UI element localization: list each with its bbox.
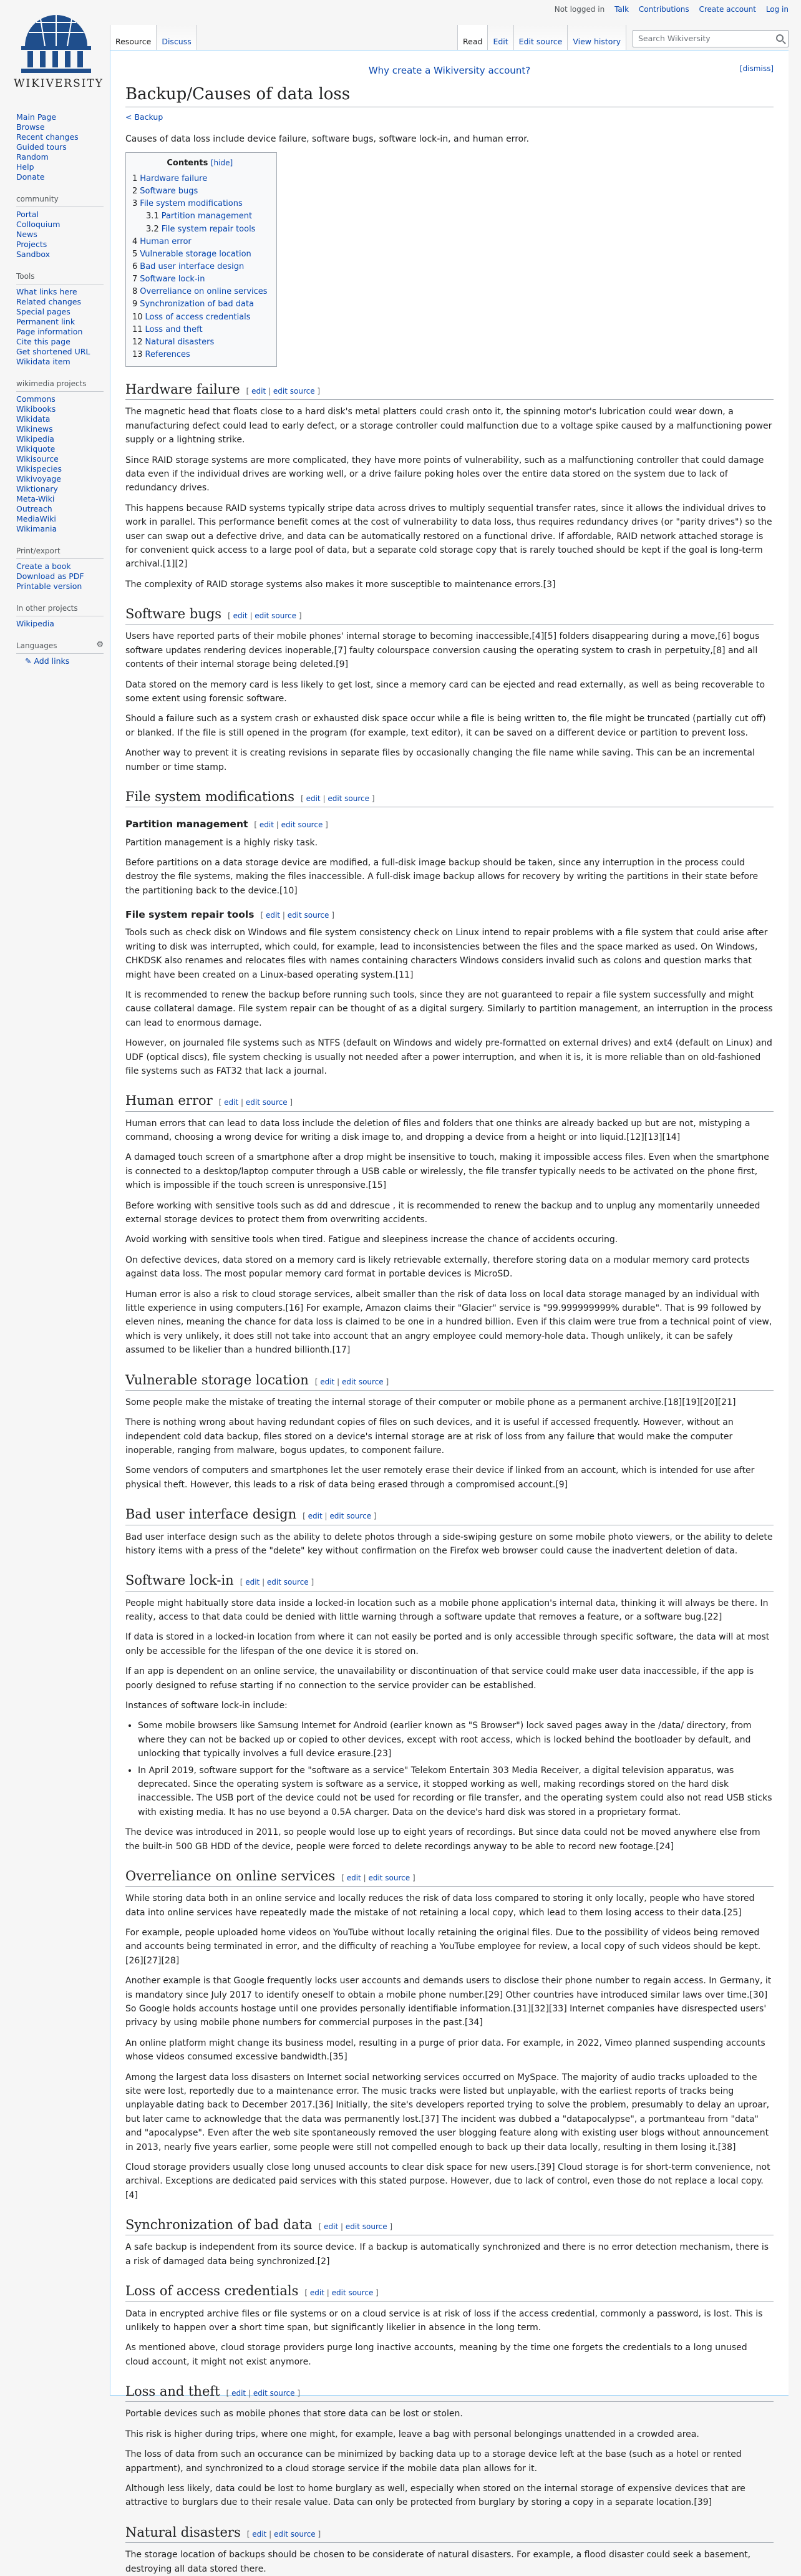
separator: | [334,1377,342,1386]
toc-link[interactable]: File system repair tools [161,224,256,234]
sidebar-item-browse[interactable]: Browse [16,122,45,132]
sidebar-heading: wikimedia projects [16,378,104,392]
paragraph: Cloud storage providers usually close long unused accounts to clear disk space for new users.[39] Cloud storage is for short-term convenience, not archival. Exceptions are dedicated paid services with this stated purpose. However, due to lack of control, even those do not replace a local copy.[4] [125,2162,770,2200]
sidebar-item-wikispecies[interactable]: Wikispecies [16,464,62,474]
toc-link[interactable]: Loss of access credentials [145,312,251,322]
list-item: • In April 2019, software support for the "software as a service" Telekom Entertain 303 Media Receiver, a digital television apparatus, was deprecated. Since the operating system is software as a service, it stopped working as well, making recordings stored on the hard disk inaccessible. The USB port of the device could not be used for recording or file transfer, and the operating system could also not read USB sticks with existing media. It has no use beyond a 0.5A charger. Data on the device's hard disk was stored in a proprietary format. [138,1764,774,1820]
bracket: ] [323,820,328,830]
sidebar-item-cite-this-page[interactable]: Cite this page [16,337,70,346]
toc-number: 10 [132,312,143,322]
sidebar-community [0,193,110,260]
toc-list [132,173,268,361]
section-title: File system modifications [125,789,295,804]
toc-link[interactable]: Loss and theft [145,324,203,334]
edit-source-section-link[interactable]: edit source [255,611,296,621]
toc-item-file-system-repair-tools[interactable] [132,223,268,236]
paragraph: Among the largest data loss disasters on Internet social networking services occurred on MySpace. The majority of audio tracks uploaded to the site were lost, reportedly due to a maintenance error. The music tracks were listed but unplayable, with the earliest reports of tracks being unplayable dating back to December 2017.[36] Initially, the site's developers reported trying to solve the problem, presumably to delay an uproar, but later came to acknowledge that the data was permanently lost.[37] The incident was dubbed a "datapocalypse", a portmanteau from "data" and "apocalypse". Even after the web site spontaneously removed the user blogging feature along with existing user blogs without announcement in 2013, nearly five years earlier, some people were still not compelled enough to back up their data locally, resulting in them losing it.[38] [125,2072,770,2152]
section-heading-software-bugs [125,605,774,625]
toc-number: 3.2 [146,224,159,234]
toc-number: 8 [132,287,138,297]
toc-item-software-lock-in[interactable] [132,273,268,286]
section-title: Synchronization of bad data [125,2217,313,2233]
toc-link[interactable]: Natural disasters [145,337,215,347]
toc-item-bad-user-interface-design[interactable] [132,261,268,273]
edit-source-section-link[interactable]: edit source [273,2529,316,2539]
create-account-link[interactable]: Create account [699,5,756,14]
sidebar-item-main-page[interactable]: Main Page [16,112,57,122]
bracket: ] [308,1578,314,1587]
sidebar-tools [0,271,110,367]
main-content [110,50,789,2574]
sidebar-heading: In other projects [16,603,104,616]
section-heading-synchronization-of-bad-data [125,2216,774,2235]
edit-section-link[interactable]: edit [346,1873,361,1882]
toc-item-loss-and-theft[interactable] [132,324,268,336]
sidebar-navigation [0,112,110,182]
section-heading-loss-and-theft [125,2383,774,2402]
toc-link[interactable]: Overreliance on online services [140,287,268,297]
separator: | [338,2222,346,2232]
separator: | [361,1873,369,1882]
section-title: Bad user interface design [125,1507,297,1522]
view-tabs [457,25,789,50]
section-heading-human-error [125,1092,774,1111]
bracket: ] [383,1377,389,1386]
sidebar-item-create-a-book[interactable]: Create a book [16,561,71,571]
sidebar-item-mediawiki[interactable]: MediaWiki [16,514,56,523]
edit-source-section-link[interactable]: edit source [273,387,315,396]
bullet-list [125,1719,774,1819]
bracket: [ [301,794,306,803]
paragraph: On defective devices, data stored on a memory card is likely retrievable externally, therefore storing data on a modular memory card protects against data loss. The most popular memory card format in portable devices is MicroSD. [125,1255,750,1280]
toc-link[interactable]: Software bugs [140,187,198,197]
paragraph: If data is stored in a locked-in location from where it can not easily be ported and is only accessible through specific software, the data will at most only be accessible for the lifespan of the one device it is stored on. [125,1632,770,1656]
not-logged-in-text: Not logged in [554,5,605,14]
namespace-tabs [110,25,197,50]
paragraph: The device was introduced in 2011, so people would lose up to eight years of recordings. But since data could not be moved anywhere else from the built-in 500 GB HDD of the device, people were forced to delete recordings anyway to be able to record new footage.[24] [125,1827,760,1852]
intro-paragraph: Causes of data loss include device failure, software bugs, software lock-in, and human error. [125,134,530,144]
paragraph: Tools such as check disk on Windows and file system consistency check on Linux intend to repair problems with a file system that could arise after writing to disk was interrupted, which could, for example, lead to inconsistencies between the files and the space marked as used. On Windows, CHKDSK also renames and relocates files with names containing characters Windows considers invalid such as colons and question marks that might have been created on a Linux-based operating system.[11] [125,928,768,980]
toc-item-file-system-modifications[interactable] [132,198,268,210]
toc-link[interactable]: File system modifications [140,199,243,209]
edit-section-links [247,2530,321,2539]
separator: | [238,1098,246,1107]
toc-title: Contents [hide] [167,158,233,168]
bracket: ] [314,387,321,396]
toc-item-loss-of-access-credentials[interactable] [132,311,268,324]
tab-resource[interactable]: Resource [110,25,157,50]
paragraph: Human error is also a risk to cloud storage services, albeit smaller than the risk of data loss on local data storage managed by an individual with little experience in using computers.[16] For example, Amazon claims their "Glacier" service is "99.999999999% durable". That is 99 followed by eleven nines, meaning the chance for data loss is claimed to be one in a hundred billion. Even if this claim were true from a technical point of view, which is very unlikely, it does still not take into account that an angry employee could memory-hole data. Though unlikely, it can be safely assumed to be likelier than a hundred billionth.[17] [125,1289,772,1356]
edit-source-section-link[interactable]: edit source [287,911,329,920]
toc-number: 6 [132,261,138,271]
sidebar-item-recent-changes[interactable]: Recent changes [16,132,79,142]
separator: | [320,794,328,803]
bracket: [ [303,1512,308,1521]
edit-section-links [228,611,301,620]
sidebar-item-wikinews[interactable]: Wikinews [16,424,53,434]
bracket: ] [387,2222,393,2232]
list-item: • Some mobile browsers like Samsung Internet for Android (earlier known as "S Browser") lock saved pages away in the /data/ directory, from where they can not be backed up or copied to other devices, except with root access, which is locked behind the bootloader by default, and unlocking that typically involves a full device erasure.[23] [138,1719,774,1761]
edit-source-section-link[interactable]: edit source [368,1873,410,1882]
edit-section-link[interactable]: edit [259,820,274,830]
edit-section-links [341,1874,415,1882]
paragraph: As mentioned above, cloud storage providers purge long inactive accounts, meaning by the time one forgets the credentials to a long unused cloud account, it might not exist anymore. [125,2343,747,2367]
separator: | [260,1578,267,1587]
edit-section-link[interactable]: edit [320,1377,335,1386]
bracket: [ [218,1098,225,1107]
section-heading-loss-of-access-credentials [125,2282,774,2301]
bracket: [ [240,1578,246,1587]
section-heading-partition-management [125,817,774,832]
toc-link[interactable]: References [145,349,190,359]
sidebar-item-wikipedia[interactable]: Wikipedia [16,434,54,444]
bracket: [ [314,1377,321,1386]
toc-item-software-bugs[interactable] [132,185,268,198]
toc-number: 5 [132,249,138,259]
breadcrumb [125,111,774,124]
edit-source-section-link[interactable]: edit source [331,2288,374,2298]
section-heading-natural-disasters [125,2524,774,2543]
paragraph: Partition management is a highly risky task. [125,837,318,848]
separator: | [280,911,288,920]
section-title: Natural disasters [125,2524,241,2540]
edit-source-section-link[interactable]: edit source [266,1578,309,1587]
pencil-icon: ✎ [25,656,32,666]
paragraph: Since RAID storage systems are more complicated, they have more points of vulnerability, such as a malfunctioning controller that could damage data even if the individual drives are working well, or a drive failure poking holes over the entire data stored on the system due to lack of redundancy drives. [125,455,764,493]
bracket: ] [315,2529,321,2539]
sidebar-item-wikiquote[interactable]: Wikiquote [16,444,56,454]
paragraph: There is nothing wrong about having redundant copies of files on such devices, and it is useful if accessed frequently. However, without an independent cold data backup, files stored on a device's internal storage are at risk of loss from any failure that would make the computer inoperable, ranging from malware, bogus updates, to component failure. [125,1417,734,1456]
talk-link[interactable]: Talk [614,5,629,14]
paragraph: Human errors that can lead to data loss include the deletion of files and folders that one thinks are already backed up but are not, mistyping a command, choosing a wrong device for writing a disk image to, and dropping a device from a height or into liquid.[12][13][14] [125,1118,750,1143]
edit-section-link[interactable]: edit [265,911,281,920]
sidebar-item-meta-wiki[interactable]: Meta-Wiki [16,494,55,503]
edit-section-link[interactable]: edit [245,1578,260,1587]
sidebar-item-help[interactable]: Help [16,162,34,172]
edit-section-links [246,387,320,396]
paragraph: An online platform might change its business model, resulting in a purge of prior data. For example, in 2022, Vimeo planned suspending accounts whose videos consumed excessive bandwidth.[35] [125,2038,765,2063]
sidebar-item-projects[interactable]: Projects [16,240,47,249]
sidebar-print [0,545,110,591]
sidebar-item-colloquium[interactable]: Colloquium [16,220,61,229]
paragraph: Instances of software lock-in include: [125,1701,288,1711]
paragraph: Another way to prevent it is creating revisions in separate files by occasionally changing the file name while saving. This can be an incremental number or time stamp. [125,748,755,772]
sidebar-projects [0,378,110,534]
sidebar-item-wiktionary[interactable]: Wiktionary [16,484,58,493]
edit-section-links [240,1578,314,1587]
toc-item-vulnerable-storage-location[interactable] [132,248,268,261]
edit-section-link[interactable]: edit [324,2222,339,2232]
paragraph: The complexity of RAID storage systems also makes it more susceptible to maintenance errors.[3] [125,579,556,590]
paragraph: The storage location of backups should be chosen to be considerate of natural disasters. For example, a flood disaster could seek a basement, destroying all data stored there. [125,2550,751,2574]
edit-section-links [315,1378,389,1386]
tab-discuss[interactable]: Discuss [157,25,197,50]
edit-source-section-link[interactable]: edit source [281,820,323,830]
dismiss-button[interactable]: [dismiss] [739,64,774,73]
edit-section-link[interactable]: edit [231,2389,246,2398]
toc-link[interactable]: Synchronization of bad data [140,299,255,309]
tab-read[interactable]: Read [457,25,488,50]
paragraph: A damaged touch screen of a smartphone after a drop might be insensitive to touch, making it impossible access files. Even when the smartphone is connected to a desktop/laptop computer through a USB cable or wirelessly, the file transfer typically needs to be activated on the phone first, which is impossible if the touch screen is unresponsive.[15] [125,1152,769,1191]
toc-item-references[interactable] [132,349,268,361]
sidebar-item-outreach[interactable]: Outreach [16,504,52,513]
edit-section-links [319,2222,392,2231]
sidebar-languages [0,640,110,666]
sidebar-item-get-shortened-url[interactable]: Get shortened URL [16,347,90,356]
paragraph: Some vendors of computers and smartphones let the user remotely erase their device if linked from an account, which is intended for use after physical theft. However, this leads to a risk of data being erased through a compromised account.[9] [125,1465,755,1490]
edit-source-section-link[interactable]: edit source [329,1512,372,1521]
toc-number: 2 [132,187,138,197]
toc-link[interactable]: Bad user interface design [140,261,245,271]
separator: | [266,2529,274,2539]
toc-number: 1 [132,173,138,183]
bracket: ] [369,794,375,803]
sidebar-item-permanent-link[interactable]: Permanent link [16,317,75,326]
sidebar-heading: Languages ⚙ [16,640,104,654]
paragraph: Should a failure such as a system crash or exhausted disk space occur while a file is being written to, the file might be truncated (partially cut off) or blanked. If the file is still opened in the program (for example, text editor), it can be saved on a different device or partition to prevent loss. [125,714,766,738]
bracket: [ [254,820,260,830]
wikiversity-logo[interactable] [12,7,104,101]
toc-hide-button[interactable]: [hide] [210,158,233,168]
paragraph: Data stored on the memory card is less likely to get lost, since a memory card can be ejected and read externally, as well as being recoverable to some extent using forensic software. [125,679,765,704]
edit-section-links [304,2288,378,2297]
sidebar-item-wikidata-item[interactable]: Wikidata item [16,357,70,366]
sidebar-item-wikisource[interactable]: Wikisource [16,454,59,464]
site-notice-link[interactable]: Why create a Wikiversity account? [368,65,531,76]
page-title: Backup/Causes of data loss [125,84,774,107]
paragraph: It is recommended to renew the backup before running such tools, since they are not guaranteed to repair a file system successfully and might cause collateral damage. File system repair can be thought of as a digital surgery. Similarly to partition management, an interruption in the process can lead to enormous damage. [125,989,773,1028]
sidebar-item-related-changes[interactable]: Related changes [16,297,81,306]
toc-number: 12 [132,337,143,347]
toc-link[interactable]: Partition management [161,211,253,221]
bracket: ] [410,1873,415,1882]
sidebar-item-page-information[interactable]: Page information [16,327,83,336]
bracket: [ [228,611,233,621]
sidebar-item-wikibooks[interactable]: Wikibooks [16,404,56,414]
section-title: Human error [125,1093,213,1109]
search-input[interactable]: Search Wikiversity [633,30,789,47]
sidebar-item-sandbox[interactable]: Sandbox [16,250,51,259]
sidebar-item-guided-tours[interactable]: Guided tours [16,142,67,152]
edit-source-section-link[interactable]: edit source [341,1377,384,1386]
bracket: ] [296,611,302,621]
table-of-contents [125,152,277,367]
paragraph: The loss of data from such an occurance can be minimized by backing data up to a storage device left at the base (such as a hotel or rented appartment), and synchronized to a cloud storage service if the mobile data plan allows for it. [125,2449,742,2474]
toc-link[interactable]: Human error [140,236,192,246]
edit-section-link[interactable]: edit [251,387,266,396]
section-heading-vulnerable-storage-location [125,1371,774,1391]
edit-section-links [260,911,334,920]
section-heading-hardware-failure [125,381,774,400]
paragraph: However, on journaled file systems such as NTFS (default on Windows and widely pre-formatted on external drives) and ext4 (default on Linux) and UDF (optical discs), file system checking is usually not needed after a power interruption, and when it is, it is more reliable than on old-fashioned file systems such as FAT32 that lack a journal. [125,1038,772,1076]
toc-item-synchronization-of-bad-data[interactable] [132,298,268,311]
toc-item-partition-management[interactable] [132,210,268,223]
sidebar-item-printable-version[interactable]: Printable version [16,581,82,591]
login-link[interactable]: Log in [765,5,789,14]
bracket: [ [341,1873,347,1882]
toc-item-hardware-failure[interactable] [132,173,268,185]
search-icon[interactable] [776,34,784,42]
section-title: Loss and theft [125,2384,220,2399]
sidebar-heading: Tools [16,271,104,284]
sidebar-item-download-as-pdf[interactable]: Download as PDF [16,571,84,581]
sidebar-item-wikimania[interactable]: Wikimania [16,524,57,533]
bracket: [ [304,2288,310,2298]
paragraph: Before working with sensitive tools such as dd and ddrescue , it is recommended to renew the backup and to unplug any momentarily unneeded external storage devices to protect them from overwriting accidents. [125,1200,760,1225]
paragraph: Users have reported parts of their mobile phones' internal storage to becoming inaccessible,[4][5] folders disappearing during a move,[6] bogus software updates rendering devices inoperable,[7] faulty colourspace conversion causing the operating system to crash in perpetuity,[8] and all contents of their internal storage being deleted.[9] [125,631,760,670]
toc-number: 11 [132,324,143,334]
bracket: [ [260,911,266,920]
toc-number: 3 [132,199,138,209]
paragraph: The magnetic head that floats close to a hard disk's metal platters could crash onto it, the spinning motor's lubrication could wear down, a manufacturing defect could lead to early defect, or a storage controller could malfunction due to a voltage spike caused by a malfunctioning power supply or a lightning strike. [125,407,772,445]
sidebar-item-wikivoyage[interactable]: Wikivoyage [16,474,61,484]
edit-section-link[interactable]: edit [224,1098,239,1107]
site-wordmark: WIKIVERSITY [14,77,104,90]
toc-link[interactable]: Hardware failure [140,173,208,183]
paragraph: Portable devices such as mobile phones that store data can be lost or stolen. [125,2409,463,2419]
edit-source-section-link[interactable]: edit source [253,2389,295,2398]
edit-section-links [254,820,328,829]
edit-source-section-link[interactable]: edit source [328,794,370,803]
sidebar-heading: Print/export [16,545,104,559]
edit-section-link[interactable]: edit [309,2288,324,2298]
toc-number: 13 [132,349,143,359]
sidebar [0,112,110,678]
edit-section-link[interactable]: edit [233,611,248,621]
toc-link[interactable]: Software lock-in [140,275,205,284]
sidebar-item-random[interactable]: Random [16,152,49,162]
separator: | [273,820,281,830]
edit-section-links [219,1098,293,1107]
edit-source-section-link[interactable]: edit source [245,1098,288,1107]
sidebar-item-special-pages[interactable]: Special pages [16,307,70,316]
bracket: ] [373,2288,379,2298]
separator: | [322,1512,330,1521]
section-title: Vulnerable storage location [125,1372,309,1388]
toc-number: 9 [132,299,138,309]
tab-edit[interactable]: Edit [488,25,513,50]
gear-icon[interactable]: ⚙ [96,640,104,649]
contributions-link[interactable]: Contributions [638,5,689,14]
edit-section-link[interactable]: edit [306,794,321,803]
sidebar-item-news[interactable]: News [16,230,37,239]
edit-source-section-link[interactable]: edit source [345,2222,387,2232]
personal-tools [547,5,789,14]
edit-section-links [226,2389,300,2398]
separator: | [324,2288,332,2298]
paragraph: A safe backup is independent from its source device. If a backup is automatically synchronized and there is no error detection mechanism, there is a risk of damaged data being synchronized.[2] [125,2242,769,2267]
sidebar-item-what-links-here[interactable]: What links here [16,287,77,296]
paragraph: If an app is dependent on an online service, the unavailability or discontinuation of that service could make user data inaccessible, if the app is poorly designed to refuse starting if no connection to the service provider can be established. [125,1666,754,1691]
article-body [125,381,774,2576]
sidebar-heading: community [16,193,104,207]
globe-logo-icon [12,7,100,76]
bracket: [ [226,2389,232,2398]
section-title: Software bugs [125,606,222,622]
toc-item-overreliance-on-online-services[interactable] [132,286,268,298]
section-title: Software lock-in [125,1573,234,1588]
toc-item-human-error[interactable] [132,236,268,248]
bracket: ] [287,1098,293,1107]
sidebar-item-commons[interactable]: Commons [16,394,56,404]
edit-section-link[interactable]: edit [308,1512,323,1521]
sidebar-item-wikipedia[interactable]: Wikipedia [16,619,54,628]
bracket: [ [246,2529,253,2539]
paragraph: Another example is that Google frequently locks user accounts and demands users to disclose their phone number to regain access. In Germany, it is mandatory since July 2017 to identify oneself to obtain a mobile phone number.[29] Other countries have introduced similar laws over time.[30] So Google holds accounts hostage until one provides personally identifiable information.[31][32][33] Internet companies have disrespected users' privacy by using mobile phone numbers for commercial purposes in the past.[34] [125,1976,772,2028]
separator: | [266,387,273,396]
bracket: [ [246,387,252,396]
add-links-link[interactable]: ✎ Add links [25,656,70,666]
paragraph: Some people make the mistake of treating the internal storage of their computer or mobile phone as a permanent archive.[18][19][20][21] [125,1397,736,1407]
site-notice [125,63,774,78]
bracket: ] [294,2389,301,2398]
bracket: [ [318,2222,324,2232]
tab-view-history[interactable]: View history [568,25,626,50]
section-title: Hardware failure [125,382,240,397]
edit-section-link[interactable]: edit [252,2529,267,2539]
edit-section-links [301,794,374,803]
section-title: Loss of access credentials [125,2283,299,2299]
sidebar-other-projects [0,603,110,629]
paragraph: While storing data both in an online service and locally reduces the risk of data loss compared to storing it only locally, people who have stored data into online services have repeatedly made the mistake of not retaining a local copy, which lead to them losing access to their data.[25] [125,1893,755,1918]
paragraph: Before partitions on a data storage device are modified, a full-disk image backup should be taken, since any interruption in the process could destroy the file systems, making the files inaccessible. A full-disk image backup allows for recovery by writing the partitions in their state before the partitioning back to the device.[10] [125,857,759,896]
toc-item-natural-disasters[interactable] [132,336,268,349]
paragraph: Bad user interface design such as the ability to delete photos through a side-swiping gesture on some mobile photo viewers, or the ability to delete history items with a press of the "delete" key without confirmation on the Firefox web browser could cause the inadvertent deletion of data. [125,1532,773,1556]
toc-number: 4 [132,236,138,246]
paragraph: Data in encrypted archive files or file systems or on a cloud service is at risk of loss if the access credential, commonly a password, is lost. This is unlikely to happen over a short time span, but significantly likelier in absence in the long term. [125,2308,763,2333]
section-heading-file-system-repair-tools [125,908,774,922]
toc-link[interactable]: Vulnerable storage location [140,249,251,259]
paragraph: This risk is higher during trips, where one might, for example, leave a bag with personal belongings unattended in a crowded area. [125,2429,699,2439]
separator: | [246,2389,253,2398]
section-title: Overreliance on online services [125,1868,336,1883]
edit-section-links [303,1512,376,1520]
paragraph: For example, people uploaded home videos on YouTube without locally retaining the original files. Due to the possibility of videos being removed and accounts being terminated in error, and the difficulty of reaching a YouTube employee for review, a local copy of such videos should be kept.[26][27][28] [125,1928,761,1966]
section-title: Partition management [125,819,248,830]
section-heading-software-lock-in [125,1572,774,1591]
bracket: ] [371,1512,377,1521]
paragraph: Although less likely, data could be lost to home burglary as well, especially when stored on the internal storage of expensive devices that are attractive to burglars due to their resale value. Data can only be protected from burglary by storing a copy in a separate location.[39] [125,2484,745,2508]
toc-number: 7 [132,275,138,284]
sidebar-item-wikidata[interactable]: Wikidata [16,414,51,424]
paragraph: Avoid working with sensitive tools when tired. Fatigue and sleepiness increase the chance of accidents occuring. [125,1235,618,1245]
paragraph: People might habitually store data inside a locked-in location such as a mobile phone application's internal data, thinking it will always be there. In reality, access to that data could be denied with little warning through a software update that removes a feature, or a software bug.[22] [125,1598,769,1623]
parent-page-link[interactable]: < Backup [125,112,163,122]
toc-number: 3.1 [146,211,159,221]
section-heading-file-system-modifications [125,788,774,807]
bracket: ] [329,911,334,920]
separator: | [247,611,255,621]
sidebar-item-donate[interactable]: Donate [16,172,45,182]
section-title: File system repair tools [125,909,255,921]
section-heading-bad-user-interface-design [125,1505,774,1525]
paragraph: This happens because RAID systems typically stripe data across drives to multiply sequential transfer rates, since it allows the individual drives to work in parallel. This performance benefit comes at the cost of vulnerability to data loss, thus requires redundancy drives (or "parity drives") so the user can swap out a defective drive, and data can be automatically restored on a functional drive. If affordable, RAID network attached storage is for convenient quick access to a large pool of data, but a separate cold storage copy that is rarely touched should be kept if the goal is long-term archival.[1][2] [125,503,772,570]
section-heading-overreliance-on-online-services [125,1867,774,1887]
sidebar-item-portal[interactable]: Portal [16,210,39,219]
tab-edit-source[interactable]: Edit source [514,25,568,50]
